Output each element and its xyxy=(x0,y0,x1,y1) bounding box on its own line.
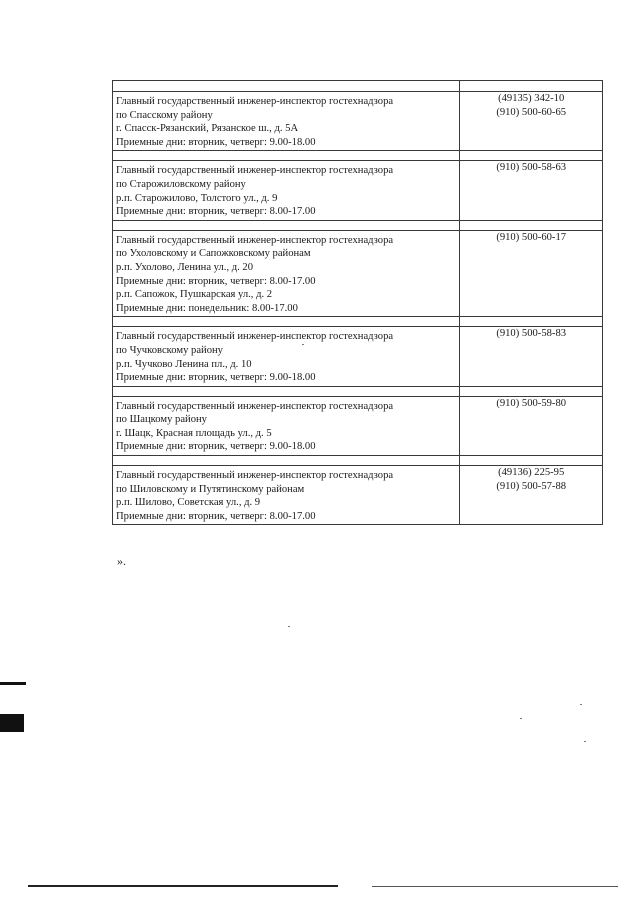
table-spacer-row xyxy=(113,151,603,161)
table-body xyxy=(113,81,603,525)
inspector-info-line: Главный государственный инженер-инспектор гостехнадзора xyxy=(116,331,394,343)
inspector-info-line: Главный государственный инженер-инспектор гостехнадзора xyxy=(116,96,394,107)
spacer-cell xyxy=(460,220,603,230)
inspector-info-cell xyxy=(113,161,460,220)
inspector-row xyxy=(113,396,603,455)
inspector-row xyxy=(113,466,603,525)
inspector-info-cell xyxy=(113,466,460,525)
table-spacer-row xyxy=(113,220,603,230)
inspector-info-line: Приемные дни: вторник, четверг: 9.00-18.00 xyxy=(116,136,316,148)
inspector-info-line: р.п. Шилово, Советская ул., д. 9 xyxy=(116,497,261,509)
inspector-info-cell xyxy=(113,327,460,386)
spacer-cell xyxy=(113,81,460,92)
phone-number: (910) 500-58-63 xyxy=(496,162,567,174)
inspector-info-cell xyxy=(113,230,460,317)
scan-artifact-block xyxy=(0,714,24,732)
inspector-row xyxy=(113,92,603,151)
table-spacer-row xyxy=(113,81,603,92)
phone-number: (49135) 342-10 xyxy=(498,93,565,104)
scan-artifact-bottom-line xyxy=(28,885,338,887)
spacer-cell xyxy=(460,317,603,327)
table-spacer-row xyxy=(113,456,603,466)
spacer-cell xyxy=(113,386,460,396)
inspector-row xyxy=(113,161,603,220)
inspector-info-line: г. Спасск-Рязанский, Рязанское ш., д. 5А xyxy=(116,123,299,135)
inspector-info-line: Приемные дни: вторник, четверг: 9.00-18.00 xyxy=(116,441,316,453)
spacer-cell xyxy=(460,456,603,466)
inspector-info-line: р.п. Чучково Ленина пл., д. 10 xyxy=(116,358,252,370)
phone-number: (910) 500-59-80 xyxy=(496,397,567,409)
spacer-cell xyxy=(113,317,460,327)
inspector-info-line: р.п. Старожилово, Толстого ул., д. 9 xyxy=(116,192,278,204)
table-spacer-row xyxy=(113,386,603,396)
phone-cell xyxy=(460,230,603,317)
spacer-cell xyxy=(113,220,460,230)
phone-cell xyxy=(460,396,603,455)
scan-artifact-bottom-line xyxy=(372,886,618,887)
inspector-info-line: г. Шацк, Красная площадь ул., д. 5 xyxy=(116,427,272,439)
spacer-cell xyxy=(460,81,603,92)
phone-number: (910) 500-58-83 xyxy=(496,328,567,340)
phone-cell xyxy=(460,327,603,386)
table-spacer-row xyxy=(113,317,603,327)
inspector-info-line: по Старожиловскому району xyxy=(116,178,246,190)
phone-number: (910) 500-60-65 xyxy=(496,106,567,118)
inspector-info-line: Приемные дни: вторник, четверг: 8.00-17.00 xyxy=(116,275,316,287)
phone-number: (910) 500-60-17 xyxy=(496,231,567,243)
inspector-info-line: Приемные дни: вторник, четверг: 8.00-17.00 xyxy=(116,206,316,218)
inspector-info-line: р.п. Сапожок, Пушкарская ул., д. 2 xyxy=(116,289,273,301)
phone-cell xyxy=(460,161,603,220)
inspector-info-line: Приемные дни: понедельник: 8.00-17.00 xyxy=(116,302,298,314)
phone-cell xyxy=(460,466,603,525)
inspector-info-line: по Спасскому району xyxy=(116,109,213,121)
inspector-info-line: Главный государственный инженер-инспектор гостехнадзора xyxy=(116,400,394,412)
inspector-info-line: Приемные дни: вторник, четверг: 8.00-17.00 xyxy=(116,510,316,522)
inspector-info-line: Приемные дни: вторник, четверг: 9.00-18.00 xyxy=(116,372,316,384)
spacer-cell xyxy=(460,386,603,396)
inspector-info-line: Главный государственный инженер-инспектор гостехнадзора xyxy=(116,470,394,482)
inspector-info-line: по Шацкому району xyxy=(116,414,207,426)
inspector-info-line: по Ухоловскому и Сапожковскому районам xyxy=(116,248,311,260)
inspector-info-cell xyxy=(113,396,460,455)
inspector-info-line: р.п. Ухолово, Ленина ул., д. 20 xyxy=(116,261,254,273)
phone-number: (910) 500-57-88 xyxy=(496,480,567,492)
phone-cell xyxy=(460,92,603,151)
closing-quote: ». xyxy=(117,554,126,568)
scan-speck xyxy=(288,626,290,627)
inspector-row xyxy=(113,230,603,317)
scan-artifact-mark xyxy=(0,682,26,685)
phone-number: (49136) 225-95 xyxy=(498,467,565,479)
scan-speck xyxy=(520,718,522,719)
inspector-info-line: по Чучковскому району xyxy=(116,344,223,356)
inspector-info-line: по Шиловскому и Путятинскому районам xyxy=(116,483,305,495)
spacer-cell xyxy=(113,456,460,466)
inspector-contacts-table xyxy=(112,80,603,525)
scan-speck xyxy=(584,741,586,742)
inspector-info-cell xyxy=(113,92,460,151)
inspector-row xyxy=(113,327,603,386)
scan-speck xyxy=(302,344,304,345)
spacer-cell xyxy=(460,151,603,161)
inspector-info-line: Главный государственный инженер-инспектор гостехнадзора xyxy=(116,234,394,246)
spacer-cell xyxy=(113,151,460,161)
inspector-info-line: Главный государственный инженер-инспектор гостехнадзора xyxy=(116,165,394,177)
scan-speck xyxy=(580,704,582,705)
